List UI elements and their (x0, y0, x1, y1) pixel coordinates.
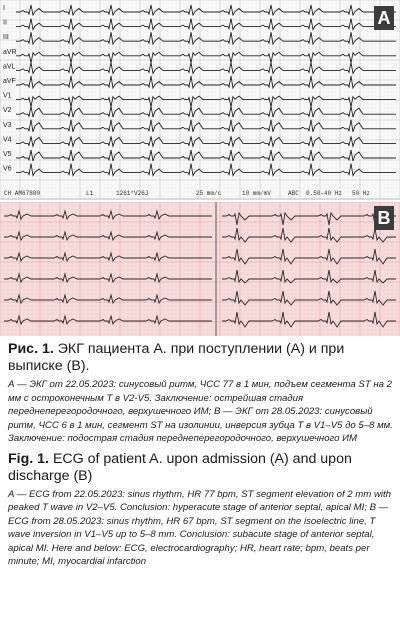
ecg-footer-text: L1 (86, 190, 94, 197)
lead-label: aVF (3, 78, 16, 85)
lead-label: II (3, 19, 7, 27)
ecg-lead-trace (16, 32, 396, 44)
caption-ru-title-text: ЭКГ пациента А. при поступлении (А) и при выписке (В). (8, 341, 345, 374)
ecg-footer-text: 10 mm/mV (242, 190, 271, 197)
ecg-trace-a (0, 0, 400, 198)
lead-label: V2 (3, 107, 12, 115)
lead-label: I (3, 5, 5, 12)
ecg-lead-trace (16, 96, 396, 107)
panel-b-label: B (374, 206, 394, 230)
caption-en-title (8, 451, 394, 485)
ecg-lead-trace (16, 5, 396, 15)
ecg-lead-trace (16, 136, 396, 146)
ecg-lead-trace (16, 76, 396, 88)
lead-label: V4 (3, 136, 12, 144)
lead-label: V6 (3, 165, 12, 173)
lead-label: V1 (3, 92, 12, 100)
ecg-lead-trace (16, 120, 396, 132)
panel-a-label: A (374, 6, 394, 30)
ecg-lead-trace (16, 52, 396, 63)
caption-ru-title (8, 341, 394, 375)
lead-label: V5 (3, 151, 12, 158)
ecg-trace-b (0, 202, 400, 336)
ecg-footer-text: 1261*V26J (116, 190, 149, 197)
ecg-footer-text: ABC (288, 190, 299, 197)
ecg-footer-text: 25 mm/c (196, 190, 222, 197)
lead-label: aVR (3, 48, 17, 56)
ecg-panel-a (0, 0, 400, 200)
caption-ru-body: А — ЭКГ от 22.05.2023: синусовый ритм, ЧСС 77 в 1 мин, подъем сегмента ST на 2 мм с остроконечным T в V2-V5. Заключение: острейшая стадия переднеперегородочного, верхушечного ИМ; В — ЭКГ от 28.05.2023: синусовый ритм, ЧСС 6 в 1 мин, сегмент ST на изолинии, инверсия зубца T в V1–V5 до 5–8 мм. Заключение: подострая стадия переднеперегородочного, верхушечного ИМ (8, 379, 393, 444)
ecg-panel-b (0, 202, 400, 336)
caption-en-number: Fig. 1. (8, 450, 49, 467)
ecg-lead-trace (16, 164, 396, 176)
ecg-footer-text: 50 Hz (352, 190, 371, 197)
caption-en-title-text: ECG of patient A. upon admission (A) and upon discharge (B) (8, 450, 352, 484)
ecg-lead-trace (16, 150, 396, 161)
caption-en-body: A — ECG from 22.05.2023: sinus rhythm, HR 77 bpm, ST segment elevation of 2 mm with peaked T wave in V2–V5. Conclusion: hyperacute stage of anterior septal, apical MI; B — ECG from 28.05.2023: sinus rhythm, HR 67 bpm, ST segment on the isoelectric line, T wave inversion in V1–V5 up to 5–8 mm. Conclusion: subacute stage of anterior septal, apical MI. Here and below: ECG, electrocardiography; HR, heart rate; bpm, beats per minute; MI, myocardial infarction (8, 488, 392, 567)
lead-label: aVL (3, 63, 16, 71)
ecg-footer-text: CH AM67800 (4, 190, 41, 197)
figure-captions (8, 341, 394, 569)
lead-label: III (3, 34, 9, 42)
caption-ru-number: Рис. 1. (8, 341, 54, 357)
lead-label: V3 (3, 121, 12, 129)
ecg-footer-text: 0.50-40 Hz (306, 190, 343, 197)
